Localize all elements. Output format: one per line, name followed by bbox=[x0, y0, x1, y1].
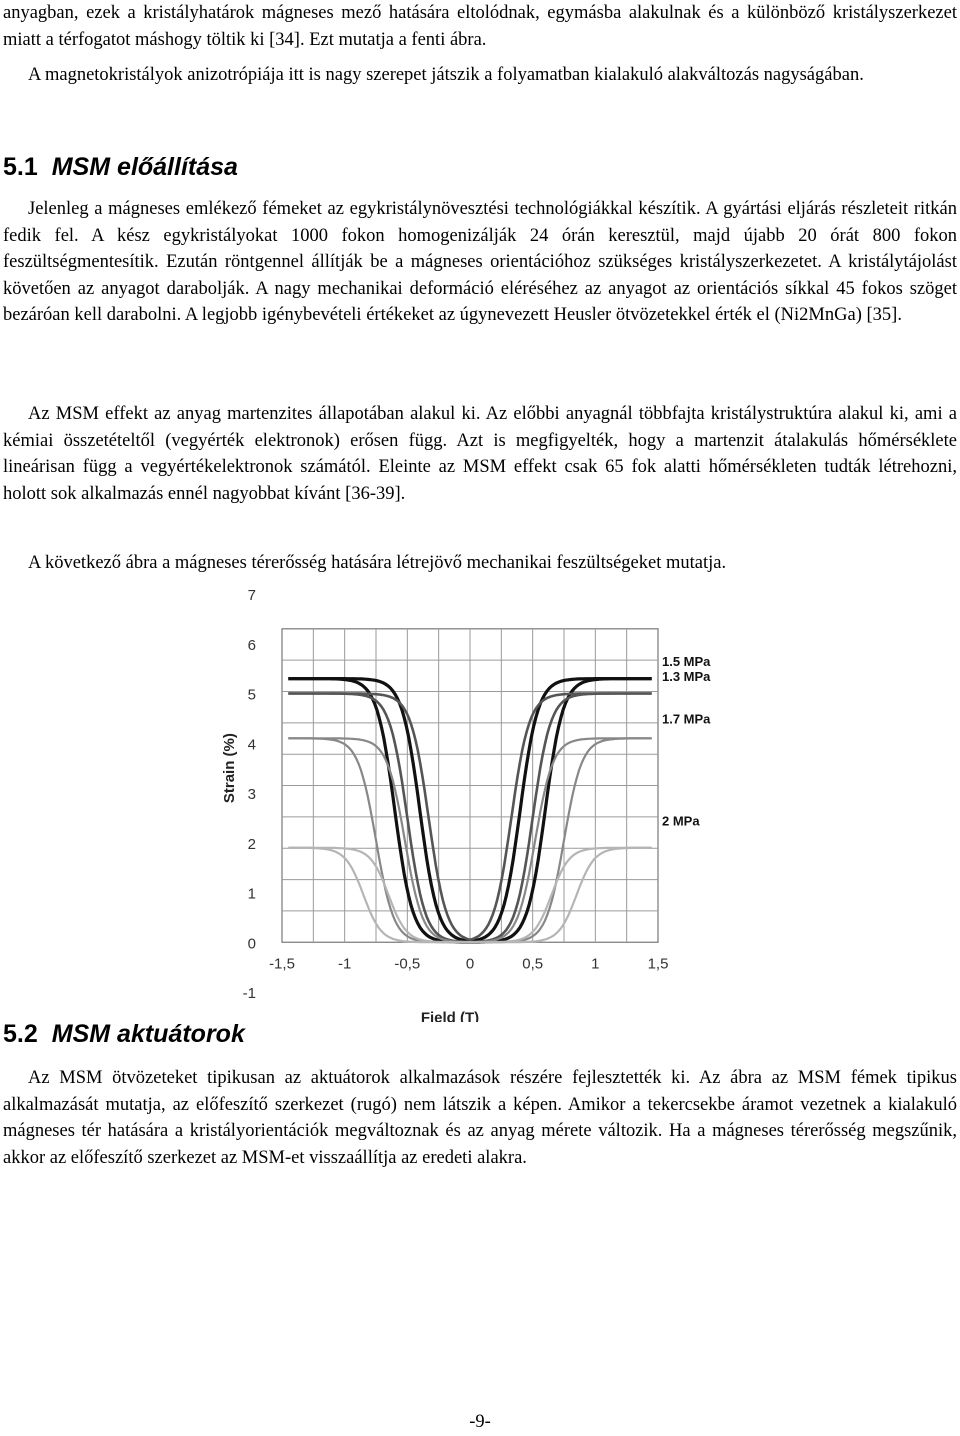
series-label: 2 MPa bbox=[662, 813, 700, 829]
section1-paragraph-1: Jelenleg a mágneses emlékező fémeket az egykristálynövesztési technológiákkal készítik. A gyártási eljárás részleteit ritkán fedik fel. A kész egykristályokat 1000 fokon homogenizálják 24 órán keresztül, majd újabb 20 órát 800 fokon feszültségmentesítik. Ezután röntgennel állítják be a mágneses orientációhoz szükséges kristályszerkezetet. A kristálytájolást követően az anyagot darabolják. A nagy mechanikai deformáció eléréséhez az anyagot az orientációs síkkal 45 fokos szöget bezáróan kell darabolni. A legjobb igénybevételi értékeket az úgynevezett Heusler ötvözetekkel érték el (Ni2MnGa) [35]. bbox=[3, 199, 957, 325]
section-title: MSM aktuátorok bbox=[51, 1020, 245, 1048]
y-axis-label: Strain (%) bbox=[221, 733, 238, 804]
series-label: 1.3 MPa bbox=[662, 669, 711, 685]
section-heading-5-2 bbox=[3, 1020, 245, 1049]
x-tick-label: 1 bbox=[591, 955, 600, 973]
y-tick-label: 3 bbox=[247, 786, 256, 803]
section2-paragraph-1: Az MSM ötvözeteket tipikusan az aktuátorok alkalmazások részére fejlesztették ki. Az ábra az MSM fémek tipikus alkalmazását mutatja, az előfeszítő szerkezet (rugó) nem látszik a képen. Amikor a tekercsekbe áramot vezetnek a kialakuló mágneses tér hatására a kristályorientációk megváltoznak és az anyag mérete változik. Ha a mágneses térerősség megszűnik, akkor az előfeszítő szerkezet az MSM-et visszaállítja az eredeti alakra. bbox=[3, 1068, 957, 1168]
intro-paragraph-2: A magnetokristályok anizotrópiája itt is nagy szerepet játszik a folyamatban kialakuló alakváltozás nagyságában. bbox=[28, 65, 864, 85]
x-tick-label: -1,5 bbox=[269, 955, 295, 973]
intro-paragraph-1: anyagban, ezek a kristályhatárok mágneses mező hatására eltolódnak, egymásba alakulnak és a különböző kristályszerkezet miatt a térfogatot máshogy töltik ki [34]. Ezt mutatja a fenti ábra. bbox=[3, 3, 957, 50]
chart-grid bbox=[282, 629, 658, 942]
section-title: MSM előállítása bbox=[51, 153, 238, 181]
chart-ticks bbox=[243, 587, 669, 1002]
x-tick-label: -1 bbox=[337, 955, 352, 973]
y-tick-label: 5 bbox=[247, 686, 256, 704]
y-tick-label: 2 bbox=[247, 835, 256, 853]
y-tick-label: -1 bbox=[242, 985, 256, 1002]
series-label: 1.5 MPa bbox=[662, 654, 711, 670]
y-tick-label: 7 bbox=[247, 587, 256, 604]
section1-paragraph-3: A következő ábra a mágneses térerősség hatására létrejövő mechanikai feszültségeket mutatja. bbox=[28, 553, 727, 573]
strain-field-chart bbox=[210, 582, 750, 1022]
section-heading-5-1 bbox=[3, 153, 238, 182]
x-tick-label: 1,5 bbox=[647, 955, 669, 973]
chart-legend bbox=[662, 654, 711, 828]
x-axis-label: Field (T) bbox=[420, 1009, 480, 1022]
section-number: 5.1 bbox=[3, 153, 38, 181]
x-tick-label: -0,5 bbox=[394, 955, 421, 973]
y-tick-label: 6 bbox=[247, 636, 256, 654]
x-tick-label: 0,5 bbox=[522, 955, 544, 973]
y-tick-label: 1 bbox=[247, 885, 256, 903]
chart-svg bbox=[210, 582, 750, 1022]
section1-paragraph-2: Az MSM effekt az anyag martenzites állapotában alakul ki. Az előbbi anyagnál többfajta kristálystruktúra alakul ki, ami a kémiai összetételtől (vegyérték elektronok) erősen függ. Azt is megfigyelték, hogy a martenzit átalakulás hőmérséklete lineárisan függ a vegyértékelektronok számától. Eleinte az MSM effekt csak 65 fok alatti hőmérsékleten tudták létrehozni, holott sok alkalmazás ennél nagyobbat kívánt [36-39]. bbox=[3, 404, 957, 504]
section-number: 5.2 bbox=[3, 1020, 38, 1048]
x-tick-label: 0 bbox=[465, 955, 475, 973]
y-tick-label: 0 bbox=[247, 935, 256, 953]
series-label: 1.7 MPa bbox=[662, 711, 711, 727]
y-tick-label: 4 bbox=[247, 736, 256, 754]
page-number: -9- bbox=[469, 1412, 491, 1432]
